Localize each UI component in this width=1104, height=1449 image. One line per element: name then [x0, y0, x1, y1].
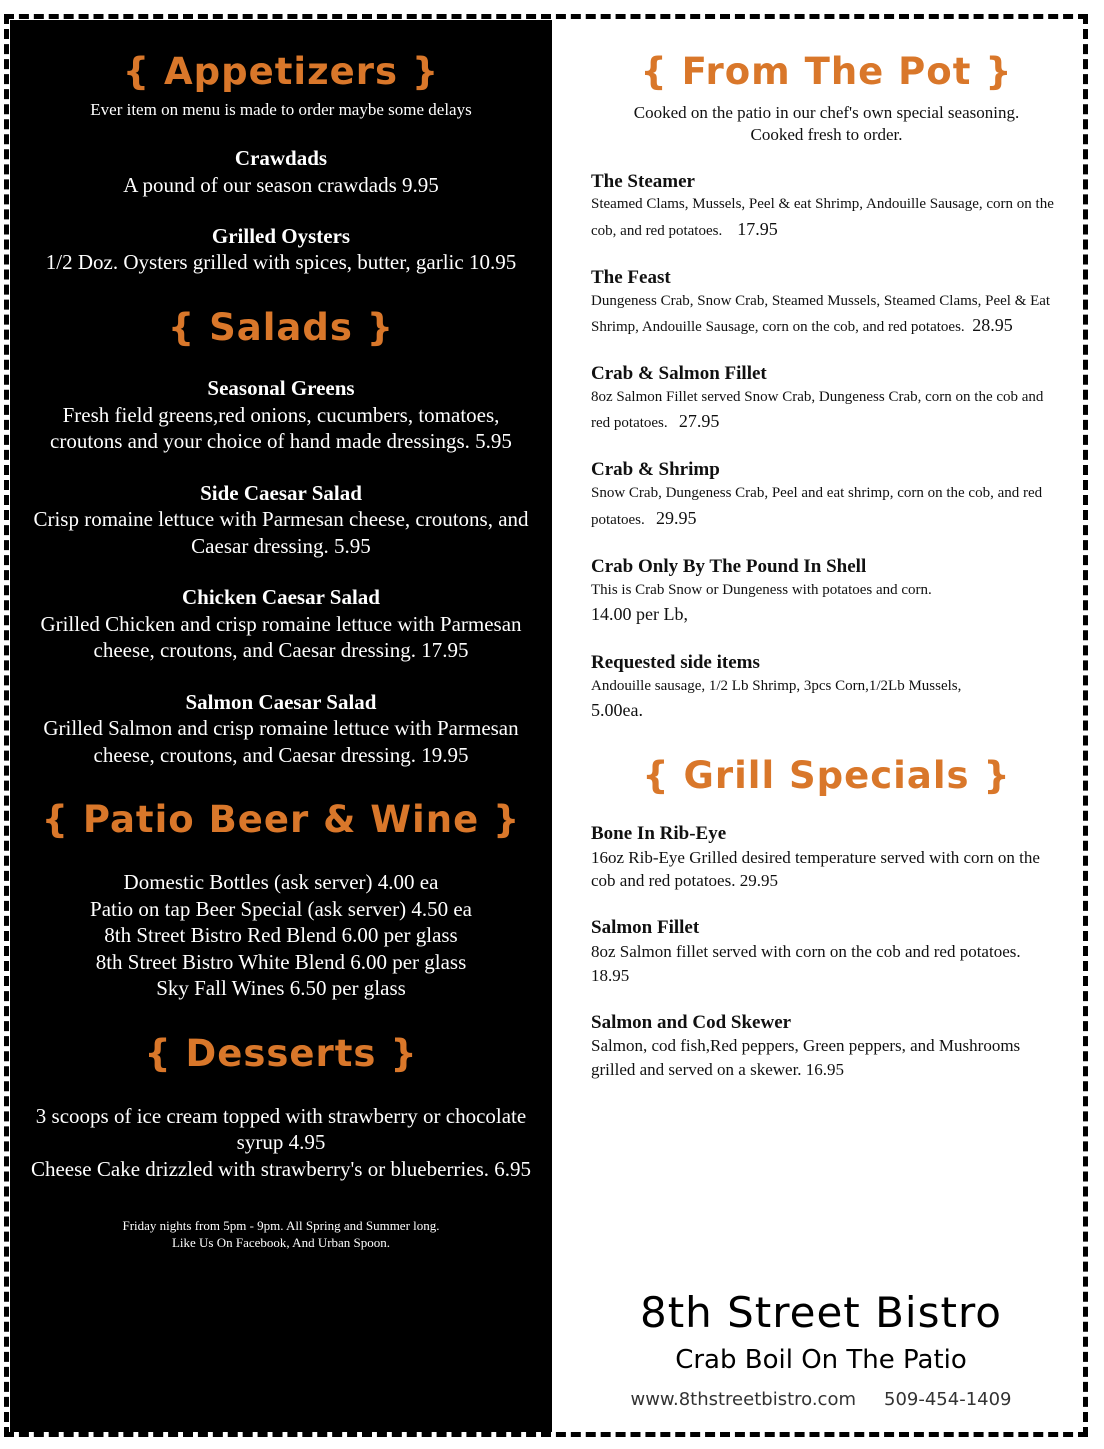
item-name: Side Caesar Salad — [200, 480, 362, 505]
beer-wine-section — [30, 798, 532, 1002]
item-desc-text: Andouille sausage, 1/2 Lb Shrimp, 3pcs Corn,1/2Lb Mussels, — [591, 677, 962, 694]
list-item: Domestic Bottles (ask server) 4.00 ea — [123, 869, 439, 894]
item-desc: A pound of our season crawdads 9.95 — [123, 172, 439, 197]
item-desc-text: Snow Crab, Dungeness Crab, Peel and eat shrimp, corn on the cob, and red potatoes. — [591, 485, 1043, 528]
menu-item — [591, 917, 1062, 987]
menu-item — [30, 585, 532, 664]
item-name: Seasonal Greens — [207, 376, 355, 401]
item-desc — [591, 482, 1062, 532]
item-desc-text: This is Crab Snow or Dungeness with potatoes and corn. — [591, 581, 932, 598]
list-item: Sky Fall Wines 6.50 per glass — [156, 976, 406, 1001]
menu-item — [30, 481, 532, 560]
item-desc: Grilled Chicken and crisp romaine lettuce with Parmesan cheese, croutons, and Caesar dressing. 17.95 — [40, 611, 522, 663]
phone-text: 509-454-1409 — [884, 1389, 1012, 1410]
restaurant-name: 8th Street Bistro — [639, 1288, 1002, 1337]
menu-item — [591, 363, 1062, 435]
item-desc: Crisp romaine lettuce with Parmesan cheese, croutons, and Caesar dressing. 5.95 — [33, 507, 529, 558]
item-desc: Fresh field greens,red onions, cucumbers, tomatoes, croutons and your choice of hand made dressings. 5.95 — [50, 402, 512, 454]
restaurant-tagline: Crab Boil On The Patio — [675, 1345, 967, 1375]
from-the-pot-intro — [591, 102, 1062, 146]
item-name: Salmon Fillet — [591, 917, 700, 939]
desserts-section — [30, 1032, 532, 1182]
desserts-list — [30, 1103, 532, 1183]
footer-line: Like Us On Facebook, And Urban Spoon. — [171, 1235, 391, 1251]
grill-specials-heading: { Grill Specials } — [642, 754, 1011, 798]
restaurant-brand — [560, 1288, 1082, 1410]
menu-item — [30, 224, 532, 276]
item-name: The Steamer — [591, 170, 695, 192]
item-name: Salmon and Cod Skewer — [591, 1011, 792, 1033]
list-item: 8th Street Bistro White Blend 6.00 per glass — [95, 949, 467, 974]
footer-line: Friday nights from 5pm - 9pm. All Spring and Summer long. — [122, 1217, 440, 1233]
item-desc: Grilled Salmon and crisp romaine lettuce with Parmesan cheese, croutons, and Caesar dressing. 19.95 — [43, 716, 519, 767]
item-name: Salmon Caesar Salad — [185, 689, 377, 714]
item-desc — [591, 675, 1062, 725]
item-price: 27.95 — [678, 411, 720, 432]
beer-wine-heading: { Patio Beer & Wine } — [41, 798, 521, 842]
item-price: 17.95 — [737, 218, 778, 239]
left-menu-panel — [10, 20, 552, 1432]
website-text: www.8thstreetbistro.com — [630, 1389, 856, 1410]
item-desc: 1/2 Doz. Oysters grilled with spices, butter, garlic 10.95 — [45, 250, 517, 275]
contact-line — [560, 1389, 1082, 1410]
item-desc-text: Dungeness Crab, Snow Crab, Steamed Mussels, Steamed Clams, Peel & Eat Shrimp, Andouille Sausage, corn on the cob, and red potatoes. — [591, 292, 1051, 336]
appetizers-intro: Ever item on menu is made to order maybe some delays — [90, 100, 472, 120]
appetizers-heading: { Appetizers } — [122, 50, 440, 93]
from-the-pot-heading: { From The Pot } — [640, 50, 1013, 93]
list-item: Cheese Cake drizzled with strawberry's or blueberries. 6.95 — [30, 1156, 532, 1181]
menu-item — [591, 823, 1062, 893]
item-name: Crawdads — [234, 146, 328, 171]
salads-heading: { Salads } — [167, 306, 395, 350]
right-menu-panel — [560, 20, 1082, 1432]
item-name: Chicken Caesar Salad — [182, 585, 380, 610]
list-item: Patio on tap Beer Special (ask server) 4.50 ea — [90, 896, 472, 921]
item-name: Bone In Rib-Eye — [591, 822, 727, 844]
intro-line: Cooked fresh to order. — [750, 125, 903, 145]
item-name: The Feast — [591, 266, 671, 288]
item-price: 5.00ea. — [591, 700, 643, 721]
intro-line: Cooked on the patio in our chef's own special seasoning. — [633, 103, 1020, 123]
menu-item — [30, 376, 532, 455]
menu-item — [591, 1012, 1062, 1082]
menu-item — [591, 556, 1062, 628]
menu-item — [591, 652, 1062, 724]
menu-item — [30, 690, 532, 769]
item-name: Crab & Salmon Fillet — [591, 363, 767, 385]
grill-specials-section — [591, 754, 1062, 1082]
menu-item — [30, 146, 532, 198]
item-desc — [591, 579, 1062, 629]
left-footer-note — [30, 1217, 532, 1252]
menu-item — [591, 171, 1062, 243]
salads-section — [30, 306, 532, 768]
item-price: 28.95 — [972, 315, 1013, 336]
item-desc-text: Steamed Clams, Mussels, Peel & eat Shrimp, Andouille Sausage, corn on the cob, and red potatoes. — [591, 196, 1054, 239]
menu-item — [591, 267, 1062, 339]
item-name: Crab Only By The Pound In Shell — [591, 555, 867, 577]
item-desc: 16oz Rib-Eye Grilled desired temperature served with corn on the cob and red potatoes. 29.95 — [591, 847, 1040, 891]
item-name: Requested side items — [591, 652, 760, 674]
item-desc-text: 8oz Salmon Fillet served Snow Crab, Dungeness Crab, corn on the cob and red potatoes. — [591, 388, 1044, 432]
item-name: Crab & Shrimp — [591, 459, 720, 481]
item-price: 14.00 per Lb, — [591, 604, 688, 625]
list-item: 8th Street Bistro Red Blend 6.00 per glass — [104, 923, 458, 948]
item-desc — [591, 386, 1062, 436]
list-item: 3 scoops of ice cream topped with strawberry or chocolate syrup 4.95 — [35, 1103, 527, 1155]
item-desc: Salmon, cod fish,Red peppers, Green peppers, and Mushrooms grilled and served on a skewer. 16.95 — [591, 1036, 1021, 1080]
item-price: 29.95 — [656, 507, 697, 528]
beer-wine-list — [30, 869, 532, 1002]
item-desc — [591, 193, 1062, 243]
desserts-heading: { Desserts } — [144, 1032, 418, 1076]
item-desc — [591, 290, 1062, 340]
item-desc: 8oz Salmon fillet served with corn on the cob and red potatoes. 18.95 — [591, 941, 1021, 985]
item-name: Grilled Oysters — [211, 224, 351, 249]
menu-item — [591, 459, 1062, 531]
